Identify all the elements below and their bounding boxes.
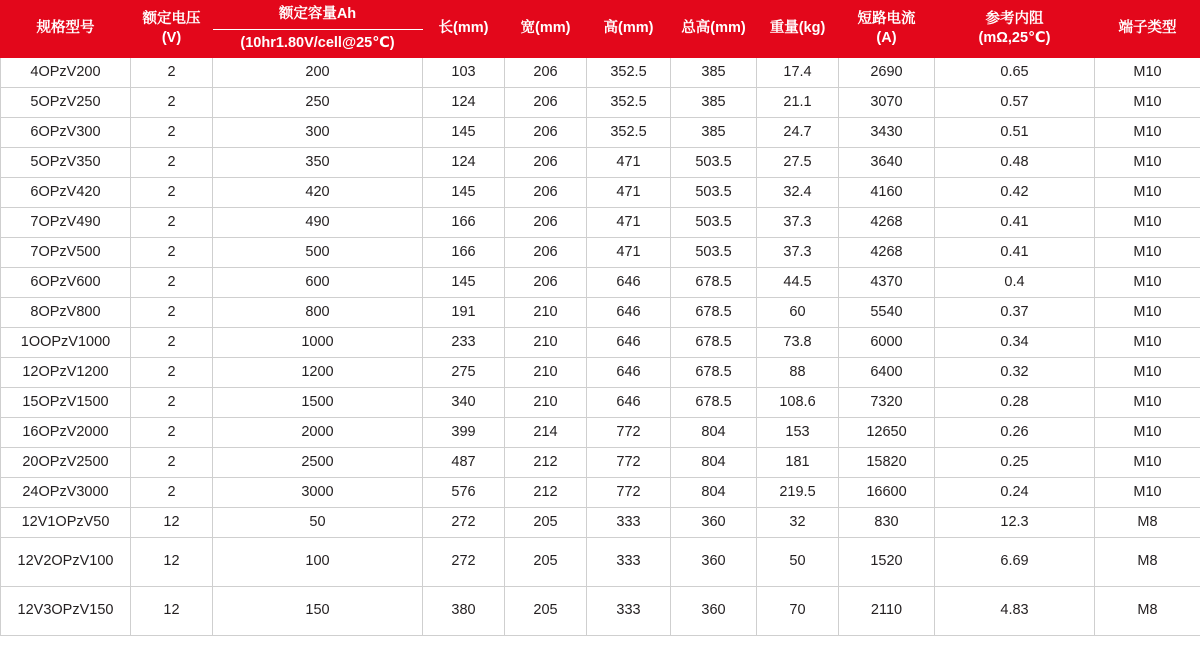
cell-voltage: 2: [131, 148, 213, 178]
cell-model: 7OPzV500: [1, 238, 131, 268]
cell-terminal: M10: [1095, 88, 1200, 118]
cell-model: 8OPzV800: [1, 298, 131, 328]
table-row: [1, 358, 1200, 388]
cell-resistance: 0.28: [935, 388, 1095, 418]
cell-weight: 70: [757, 587, 839, 636]
cell-voltage: 12: [131, 587, 213, 636]
cell-total-height: 503.5: [671, 178, 757, 208]
table-row: [1, 238, 1200, 268]
cell-weight: 44.5: [757, 268, 839, 298]
cell-total-height: 678.5: [671, 298, 757, 328]
cell-short-circuit: 3640: [839, 148, 935, 178]
cell-resistance: 0.34: [935, 328, 1095, 358]
cell-total-height: 503.5: [671, 148, 757, 178]
cell-length: 191: [423, 298, 505, 328]
cell-resistance: 0.57: [935, 88, 1095, 118]
cell-model: 20OPzV2500: [1, 448, 131, 478]
cell-weight: 17.4: [757, 58, 839, 88]
header-internal-resistance-line2: (mΩ,25℃): [978, 30, 1051, 47]
cell-weight: 21.1: [757, 88, 839, 118]
cell-capacity: 200: [213, 58, 423, 88]
cell-model: 6OPzV300: [1, 118, 131, 148]
cell-width: 206: [505, 268, 587, 298]
cell-terminal: M8: [1095, 587, 1200, 636]
cell-height: 333: [587, 508, 671, 538]
cell-short-circuit: 1520: [839, 538, 935, 587]
header-rated-voltage-line1: 额定电压: [142, 10, 201, 27]
cell-capacity: 800: [213, 298, 423, 328]
table-row: [1, 388, 1200, 418]
cell-height: 333: [587, 587, 671, 636]
cell-voltage: 2: [131, 388, 213, 418]
cell-length: 124: [423, 88, 505, 118]
table-row: [1, 208, 1200, 238]
cell-weight: 37.3: [757, 208, 839, 238]
cell-length: 399: [423, 418, 505, 448]
cell-weight: 153: [757, 418, 839, 448]
header-rated-voltage-line2: (V): [161, 30, 182, 47]
cell-length: 145: [423, 118, 505, 148]
cell-weight: 219.5: [757, 478, 839, 508]
cell-height: 471: [587, 208, 671, 238]
header-capacity-condition: (10hr1.80V/cell@25℃): [213, 29, 423, 58]
cell-short-circuit: 5540: [839, 298, 935, 328]
cell-voltage: 2: [131, 208, 213, 238]
cell-terminal: M10: [1095, 238, 1200, 268]
cell-capacity: 1500: [213, 388, 423, 418]
cell-width: 206: [505, 208, 587, 238]
cell-width: 205: [505, 587, 587, 636]
cell-width: 210: [505, 298, 587, 328]
cell-short-circuit: 4268: [839, 238, 935, 268]
cell-resistance: 0.65: [935, 58, 1095, 88]
cell-model: 16OPzV2000: [1, 418, 131, 448]
cell-height: 646: [587, 358, 671, 388]
cell-length: 272: [423, 508, 505, 538]
header-row-1: [1, 1, 1200, 30]
cell-length: 272: [423, 538, 505, 587]
cell-height: 772: [587, 478, 671, 508]
cell-width: 206: [505, 148, 587, 178]
cell-capacity: 100: [213, 538, 423, 587]
cell-terminal: M10: [1095, 388, 1200, 418]
table-row: [1, 478, 1200, 508]
cell-total-height: 503.5: [671, 238, 757, 268]
cell-short-circuit: 16600: [839, 478, 935, 508]
cell-width: 206: [505, 238, 587, 268]
cell-terminal: M10: [1095, 328, 1200, 358]
cell-voltage: 2: [131, 58, 213, 88]
cell-resistance: 0.48: [935, 148, 1095, 178]
cell-capacity: 600: [213, 268, 423, 298]
cell-height: 471: [587, 148, 671, 178]
cell-width: 210: [505, 388, 587, 418]
cell-resistance: 0.4: [935, 268, 1095, 298]
cell-voltage: 2: [131, 448, 213, 478]
cell-voltage: 2: [131, 268, 213, 298]
header-height: 高(mm): [587, 1, 671, 58]
header-rated-voltage: [131, 1, 213, 58]
cell-total-height: 678.5: [671, 328, 757, 358]
cell-terminal: M10: [1095, 268, 1200, 298]
cell-terminal: M8: [1095, 508, 1200, 538]
cell-total-height: 804: [671, 478, 757, 508]
cell-model: 5OPzV250: [1, 88, 131, 118]
header-terminal-type: 端子类型: [1095, 1, 1200, 58]
cell-height: 471: [587, 178, 671, 208]
cell-length: 124: [423, 148, 505, 178]
cell-height: 646: [587, 328, 671, 358]
cell-terminal: M10: [1095, 358, 1200, 388]
table-row: [1, 118, 1200, 148]
cell-height: 646: [587, 388, 671, 418]
cell-model: 12OPzV1200: [1, 358, 131, 388]
cell-model: 7OPzV490: [1, 208, 131, 238]
cell-resistance: 0.41: [935, 238, 1095, 268]
cell-capacity: 420: [213, 178, 423, 208]
table-row: [1, 58, 1200, 88]
cell-resistance: 0.24: [935, 478, 1095, 508]
table-row: [1, 268, 1200, 298]
cell-width: 206: [505, 118, 587, 148]
cell-model: 6OPzV600: [1, 268, 131, 298]
cell-height: 471: [587, 238, 671, 268]
cell-height: 646: [587, 298, 671, 328]
cell-weight: 24.7: [757, 118, 839, 148]
cell-terminal: M10: [1095, 298, 1200, 328]
cell-capacity: 1000: [213, 328, 423, 358]
table-row: [1, 538, 1200, 587]
table-body: [1, 58, 1200, 636]
cell-voltage: 2: [131, 178, 213, 208]
table-row: [1, 418, 1200, 448]
cell-width: 206: [505, 58, 587, 88]
cell-capacity: 350: [213, 148, 423, 178]
cell-capacity: 50: [213, 508, 423, 538]
cell-short-circuit: 15820: [839, 448, 935, 478]
cell-capacity: 300: [213, 118, 423, 148]
cell-weight: 50: [757, 538, 839, 587]
cell-capacity: 490: [213, 208, 423, 238]
cell-total-height: 385: [671, 58, 757, 88]
header-internal-resistance-line1: 参考内阻: [985, 10, 1044, 27]
cell-terminal: M10: [1095, 418, 1200, 448]
cell-resistance: 0.32: [935, 358, 1095, 388]
cell-short-circuit: 6000: [839, 328, 935, 358]
table-row: [1, 88, 1200, 118]
cell-capacity: 2500: [213, 448, 423, 478]
header-short-circuit-line2: (A): [876, 30, 897, 47]
cell-weight: 27.5: [757, 148, 839, 178]
cell-model: 5OPzV350: [1, 148, 131, 178]
cell-short-circuit: 6400: [839, 358, 935, 388]
table-header: [1, 1, 1200, 58]
cell-total-height: 360: [671, 538, 757, 587]
cell-length: 145: [423, 178, 505, 208]
cell-weight: 32.4: [757, 178, 839, 208]
table-row: [1, 508, 1200, 538]
cell-model: 1OOPzV1000: [1, 328, 131, 358]
cell-total-height: 804: [671, 418, 757, 448]
cell-model: 12V1OPzV50: [1, 508, 131, 538]
cell-model: 15OPzV1500: [1, 388, 131, 418]
cell-capacity: 500: [213, 238, 423, 268]
cell-terminal: M10: [1095, 118, 1200, 148]
cell-width: 210: [505, 358, 587, 388]
cell-capacity: 2000: [213, 418, 423, 448]
cell-length: 166: [423, 238, 505, 268]
cell-resistance: 0.42: [935, 178, 1095, 208]
cell-height: 772: [587, 418, 671, 448]
cell-height: 646: [587, 268, 671, 298]
cell-total-height: 678.5: [671, 268, 757, 298]
cell-height: 352.5: [587, 88, 671, 118]
cell-length: 380: [423, 587, 505, 636]
cell-length: 487: [423, 448, 505, 478]
cell-short-circuit: 12650: [839, 418, 935, 448]
cell-length: 340: [423, 388, 505, 418]
header-length: 长(mm): [423, 1, 505, 58]
cell-model: 4OPzV200: [1, 58, 131, 88]
cell-short-circuit: 830: [839, 508, 935, 538]
header-short-circuit-line1: 短路电流: [857, 10, 916, 27]
cell-width: 210: [505, 328, 587, 358]
header-rated-capacity: 额定容量Ah: [213, 1, 423, 30]
cell-voltage: 2: [131, 418, 213, 448]
cell-voltage: 2: [131, 328, 213, 358]
cell-voltage: 12: [131, 538, 213, 587]
cell-weight: 108.6: [757, 388, 839, 418]
cell-terminal: M10: [1095, 208, 1200, 238]
table-row: [1, 587, 1200, 636]
cell-short-circuit: 4160: [839, 178, 935, 208]
table-row: [1, 328, 1200, 358]
cell-width: 206: [505, 178, 587, 208]
cell-width: 214: [505, 418, 587, 448]
cell-weight: 88: [757, 358, 839, 388]
cell-terminal: M10: [1095, 448, 1200, 478]
cell-weight: 32: [757, 508, 839, 538]
cell-capacity: 3000: [213, 478, 423, 508]
cell-width: 212: [505, 448, 587, 478]
cell-length: 233: [423, 328, 505, 358]
cell-short-circuit: 3070: [839, 88, 935, 118]
cell-capacity: 1200: [213, 358, 423, 388]
cell-model: 12V2OPzV100: [1, 538, 131, 587]
cell-total-height: 678.5: [671, 388, 757, 418]
header-model: 规格型号: [1, 1, 131, 58]
cell-length: 145: [423, 268, 505, 298]
cell-short-circuit: 3430: [839, 118, 935, 148]
cell-length: 166: [423, 208, 505, 238]
cell-total-height: 503.5: [671, 208, 757, 238]
cell-model: 12V3OPzV150: [1, 587, 131, 636]
cell-height: 333: [587, 538, 671, 587]
cell-voltage: 2: [131, 358, 213, 388]
cell-resistance: 6.69: [935, 538, 1095, 587]
cell-width: 205: [505, 508, 587, 538]
cell-terminal: M10: [1095, 58, 1200, 88]
cell-short-circuit: 4268: [839, 208, 935, 238]
cell-weight: 60: [757, 298, 839, 328]
cell-short-circuit: 7320: [839, 388, 935, 418]
cell-resistance: 4.83: [935, 587, 1095, 636]
cell-total-height: 360: [671, 587, 757, 636]
cell-total-height: 385: [671, 88, 757, 118]
header-short-circuit-current: [839, 1, 935, 58]
table-row: [1, 448, 1200, 478]
cell-length: 103: [423, 58, 505, 88]
cell-total-height: 678.5: [671, 358, 757, 388]
cell-resistance: 0.51: [935, 118, 1095, 148]
cell-resistance: 12.3: [935, 508, 1095, 538]
cell-length: 275: [423, 358, 505, 388]
header-total-height: 总高(mm): [671, 1, 757, 58]
cell-height: 352.5: [587, 58, 671, 88]
cell-terminal: M8: [1095, 538, 1200, 587]
cell-height: 352.5: [587, 118, 671, 148]
table-row: [1, 178, 1200, 208]
table-row: [1, 148, 1200, 178]
cell-voltage: 2: [131, 478, 213, 508]
table-row: [1, 298, 1200, 328]
cell-model: 6OPzV420: [1, 178, 131, 208]
cell-width: 206: [505, 88, 587, 118]
cell-terminal: M10: [1095, 178, 1200, 208]
cell-total-height: 804: [671, 448, 757, 478]
cell-width: 205: [505, 538, 587, 587]
cell-voltage: 12: [131, 508, 213, 538]
cell-height: 772: [587, 448, 671, 478]
cell-voltage: 2: [131, 298, 213, 328]
cell-voltage: 2: [131, 238, 213, 268]
cell-short-circuit: 2690: [839, 58, 935, 88]
cell-short-circuit: 2110: [839, 587, 935, 636]
cell-total-height: 385: [671, 118, 757, 148]
cell-terminal: M10: [1095, 478, 1200, 508]
header-width: 宽(mm): [505, 1, 587, 58]
cell-resistance: 0.25: [935, 448, 1095, 478]
cell-length: 576: [423, 478, 505, 508]
cell-voltage: 2: [131, 118, 213, 148]
cell-model: 24OPzV3000: [1, 478, 131, 508]
cell-weight: 181: [757, 448, 839, 478]
cell-short-circuit: 4370: [839, 268, 935, 298]
cell-width: 212: [505, 478, 587, 508]
cell-resistance: 0.41: [935, 208, 1095, 238]
cell-weight: 73.8: [757, 328, 839, 358]
cell-terminal: M10: [1095, 148, 1200, 178]
header-internal-resistance: [935, 1, 1095, 58]
cell-weight: 37.3: [757, 238, 839, 268]
header-weight: 重量(kg): [757, 1, 839, 58]
cell-total-height: 360: [671, 508, 757, 538]
cell-capacity: 150: [213, 587, 423, 636]
cell-resistance: 0.37: [935, 298, 1095, 328]
cell-voltage: 2: [131, 88, 213, 118]
cell-resistance: 0.26: [935, 418, 1095, 448]
cell-capacity: 250: [213, 88, 423, 118]
